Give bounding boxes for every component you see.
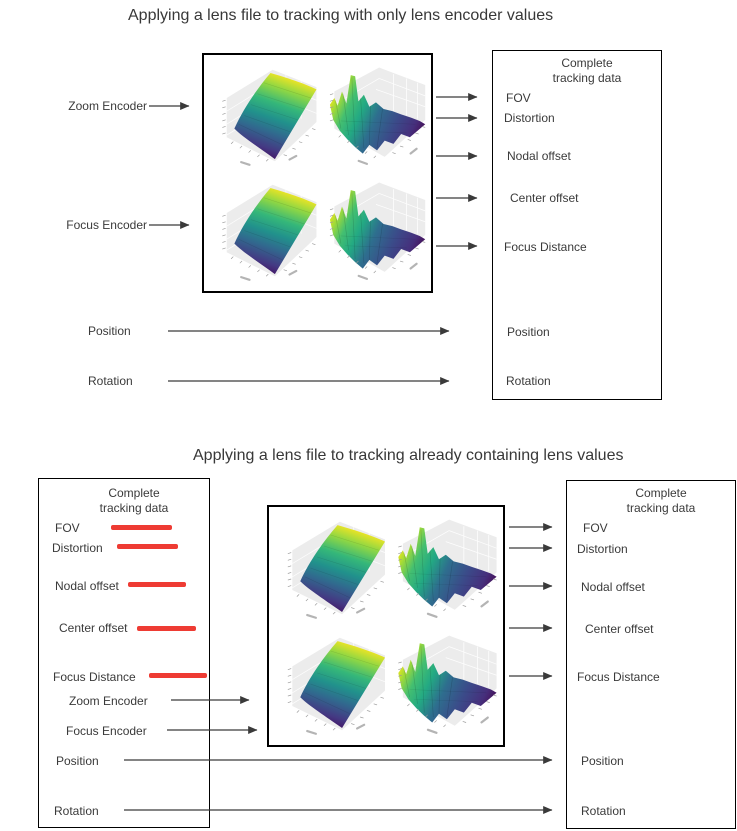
box-heading-line2: tracking data (552, 71, 622, 85)
field-fov: FOV (55, 521, 80, 535)
surface-plot-smooth (272, 513, 385, 623)
tracking-data-box-bottom-output (566, 480, 736, 829)
field-fov: FOV (583, 521, 608, 535)
surface-plot-spiky (387, 513, 500, 623)
tracking-data-box-top (492, 50, 662, 400)
input-label-zoom-encoder-top: Zoom Encoder (68, 99, 147, 113)
surface-plot-spiky (387, 629, 500, 739)
tracking-data-box-bottom-input (38, 478, 210, 828)
input-label-position-top: Position (88, 324, 131, 338)
strikethrough-bar-focus-distance (149, 673, 207, 678)
diagram-title-bottom: Applying a lens file to tracking already containing lens values (193, 447, 624, 464)
field-zoom-encoder: Zoom Encoder (69, 694, 148, 708)
surface-plot-spiky (319, 61, 429, 170)
field-position: Position (56, 754, 99, 768)
surface-plot-smooth (207, 61, 317, 170)
field-position: Position (507, 325, 550, 339)
field-center-offset: Center offset (585, 622, 654, 636)
field-nodal-offset: Nodal offset (507, 149, 571, 163)
field-fov: FOV (506, 91, 531, 105)
field-focus-distance: Focus Distance (53, 670, 136, 684)
strikethrough-bar-distortion (117, 544, 178, 549)
field-rotation: Rotation (54, 804, 99, 818)
field-center-offset: Center offset (59, 621, 128, 635)
box-heading-line1: Complete (108, 486, 160, 500)
field-focus-encoder: Focus Encoder (66, 724, 147, 738)
box-heading-line2: tracking data (626, 501, 696, 515)
box-heading-line2: tracking data (99, 501, 169, 515)
field-nodal-offset: Nodal offset (581, 580, 645, 594)
box-heading-line1: Complete (561, 56, 613, 70)
box-heading-line1: Complete (635, 486, 687, 500)
field-distortion: Distortion (52, 541, 103, 555)
surface-plot-spiky (319, 176, 429, 285)
surface-plot-smooth (207, 176, 317, 285)
lens-file-box-top (202, 53, 433, 293)
field-rotation: Rotation (581, 804, 626, 818)
input-label-focus-encoder-top: Focus Encoder (66, 218, 147, 232)
field-position: Position (581, 754, 624, 768)
field-distortion: Distortion (504, 111, 555, 125)
field-distortion: Distortion (577, 542, 628, 556)
field-focus-distance: Focus Distance (577, 670, 660, 684)
surface-plot-smooth (272, 629, 385, 739)
diagram-title-top: Applying a lens file to tracking with only lens encoder values (128, 7, 554, 24)
strikethrough-bar-center-offset (137, 626, 196, 631)
field-rotation: Rotation (506, 374, 551, 388)
field-center-offset: Center offset (510, 191, 579, 205)
field-nodal-offset: Nodal offset (55, 579, 119, 593)
strikethrough-bar-nodal-offset (128, 582, 186, 587)
lens-file-box-bottom (267, 505, 505, 747)
input-label-rotation-top: Rotation (88, 374, 133, 388)
field-focus-distance: Focus Distance (504, 240, 587, 254)
strikethrough-bar-fov (111, 525, 172, 530)
